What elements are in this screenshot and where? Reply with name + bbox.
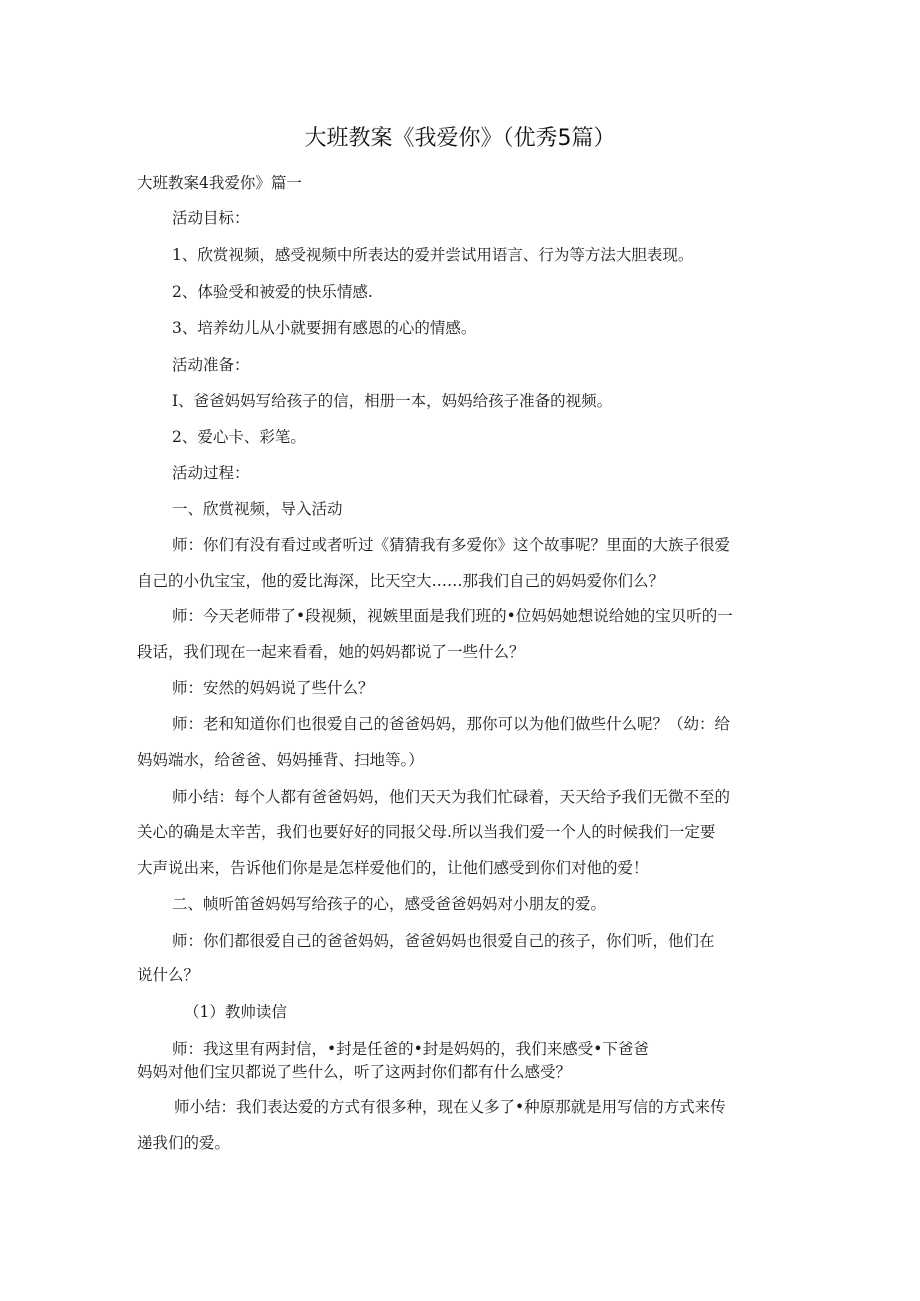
paragraph-line: 段话，我们现在一起来看看，她的妈妈都说了一些什么？ (137, 643, 525, 661)
paragraph-line: 1、欣赏视频，感受视频中所表达的爱并尝试用语言、行为等方法大胆表现。 (172, 246, 694, 264)
paragraph-line: 3、培养幼儿从小就要拥有感恩的心的情感。 (172, 319, 477, 337)
paragraph-line: 师：安然的妈妈说了些什么？ (172, 679, 374, 697)
paragraph-line: 师：我这里有两封信，•封是任爸的•封是妈妈的，我们来感受•下爸爸 (172, 1040, 649, 1058)
paragraph-line: 二、帧听笛爸妈妈写给孩子的心，感受爸爸妈妈对小朋友的爱。 (172, 895, 607, 913)
paragraph-line: （1）教帅读信 (184, 1003, 287, 1021)
paragraph-line: 大声说出来，告诉他们你是是怎样爱他们的，让他们感受到你们对他的爱！ (137, 859, 649, 877)
paragraph-line: 一、欣赏视频，导入活动 (172, 500, 343, 518)
paragraph-line: 师：老和知道你们也很爱自己的爸爸妈妈，那你可以为他们做些什么呢？（幼：给 (172, 715, 731, 733)
paragraph-line: 活动过程： (172, 464, 250, 482)
paragraph-line: 师小结：每个人都有爸爸妈妈，他们天天为我们忙碌着，天天给予我们无微不至的 (172, 788, 731, 806)
paragraph-line: 自己的小仇宝宝，他的爱比海深，比天空大……那我们自己的妈妈爱你们么？ (137, 572, 665, 590)
section-heading: 大班教案4我爱你》篇一 (137, 174, 302, 192)
paragraph-line: 说什么？ (137, 966, 200, 984)
paragraph-line: 递我们的爱。 (137, 1134, 231, 1152)
paragraph-line: 关心的确是太辛苦，我们也要好好的同报父母.所以当我们爱一个人的时候我们一定要 (137, 823, 716, 841)
paragraph-line: 活动准备： (172, 356, 250, 374)
paragraph-line: 2、爱心卡、彩笔。 (172, 428, 306, 446)
paragraph-line: 师：今天老师带了•段视频，视嫉里面是我们班的•位妈妈她想说给她的宝贝听的一 (172, 607, 733, 625)
paragraph-line: 妈妈对他们宝贝都说了些什么，听了这两封你们都有什么感受？ (137, 1063, 572, 1081)
paragraph-line: 2、体验受和被爱的快乐情感. (172, 283, 373, 301)
paragraph-line: 师：你们有没有看过或者听过《猜猜我有多爱你》这个故事呢？里面的大族子很爱 (172, 536, 731, 554)
paragraph-line: 活动目标： (172, 209, 250, 227)
paragraph-line: 师：你们都很爱自己的爸爸妈妈，爸爸妈妈也很爱自己的孩子，你们听，他们在 (172, 932, 715, 950)
paragraph-line: 师小结：我们表达爱的方式有很多种，现在乂多了•种原那就是用写信的方式来传 (174, 1098, 726, 1116)
document-title: 大班教案《我爱你》（优秀5篇） (304, 126, 616, 151)
paragraph-line: 妈妈端水，给爸爸、妈妈捶背、扫地等。） (137, 751, 424, 769)
paragraph-line: I、爸爸妈妈写给孩子的信，相册一本，妈妈给孩子准备的视频。 (172, 392, 613, 410)
